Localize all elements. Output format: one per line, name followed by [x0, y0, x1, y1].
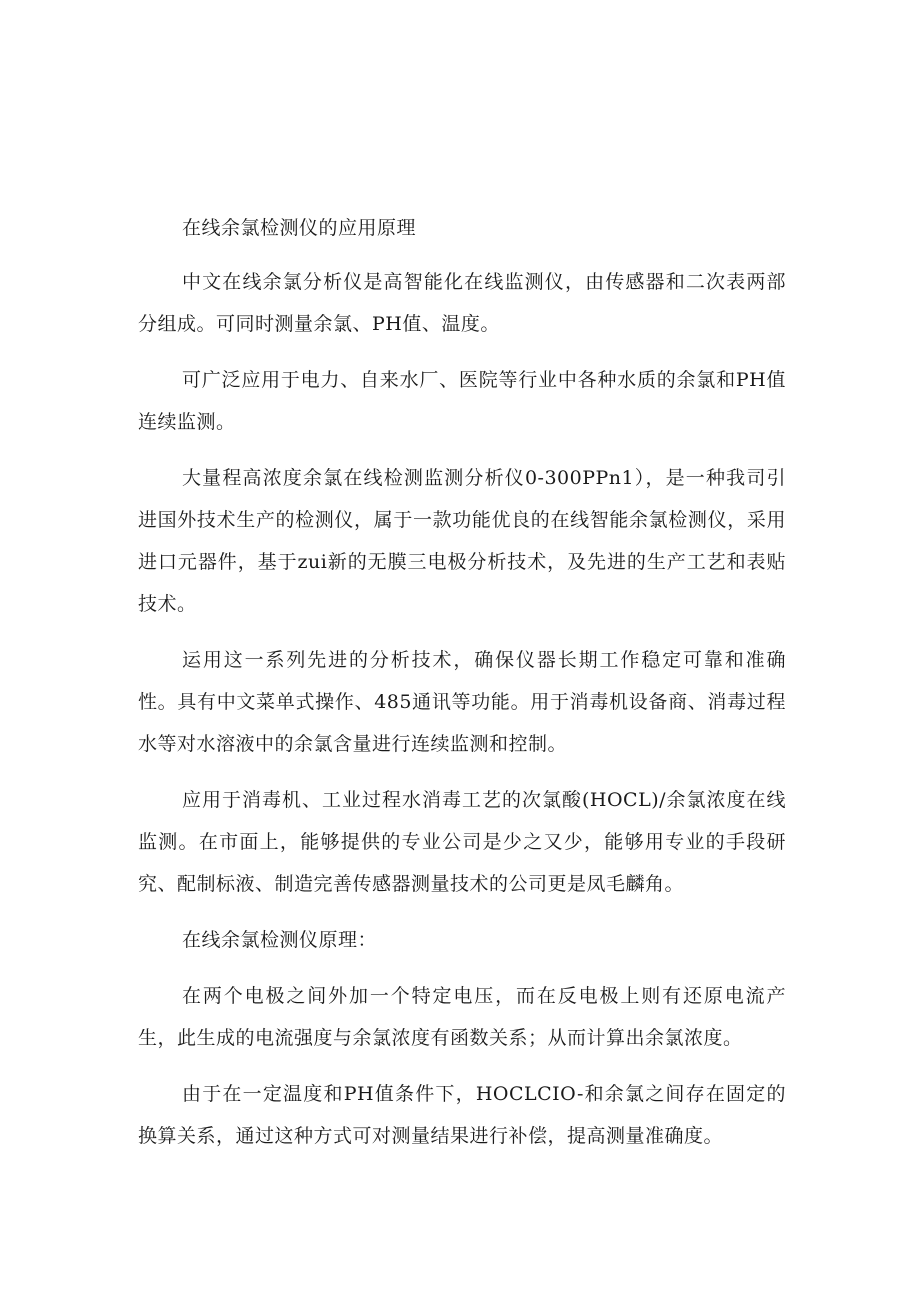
paragraph-high-range-analyzer: 大量程高浓度余氯在线检测监测分析仪0-300PPn1），是一种我司引进国外技术生产的检测仪，属于一款功能优良的在线智能余氯检测仪，采用进口元器件，基于zui新的无膜三电极分析技术，及先进的生产工艺和表贴技术。 — [138, 467, 786, 615]
paragraph-applications: 可广泛应用于电力、自来水厂、医院等行业中各种水质的余氯和PH值连续监测。 — [138, 369, 786, 433]
document-title: 在线余氯检测仪的应用原理 — [182, 217, 417, 239]
paragraph-intro: 中文在线余氯分析仪是高智能化在线监测仪，由传感器和二次表两部分组成。可同时测量余氯、PH值、温度。 — [138, 271, 786, 335]
paragraph-compensation: 由于在一定温度和PH值条件下，HOCLCIO-和余氯之间存在固定的换算关系，通过这种方式可对测量结果进行补偿，提高测量准确度。 — [138, 1083, 786, 1147]
document-body — [138, 207, 786, 1171]
paragraph-principle-heading: 在线余氯检测仪原理： — [182, 929, 378, 951]
paragraph-disinfection: 应用于消毒机、工业过程水消毒工艺的次氯酸(HOCL)/余氯浓度在线监测。在市面上，能够提供的专业公司是少之又少，能够用专业的手段研究、配制标液、制造完善传感器测量技术的公司更是凤毛麟角。 — [138, 789, 786, 895]
paragraph-technology: 运用这一系列先进的分析技术，确保仪器长期工作稳定可靠和准确性。具有中文菜单式操作、485通讯等功能。用于消毒机设备商、消毒过程水等对水溶液中的余氯含量进行连续监测和控制。 — [138, 649, 786, 755]
paragraph-principle: 在两个电极之间外加一个特定电压，而在反电极上则有还原电流产生，此生成的电流强度与余氯浓度有函数关系；从而计算出余氯浓度。 — [138, 985, 786, 1049]
